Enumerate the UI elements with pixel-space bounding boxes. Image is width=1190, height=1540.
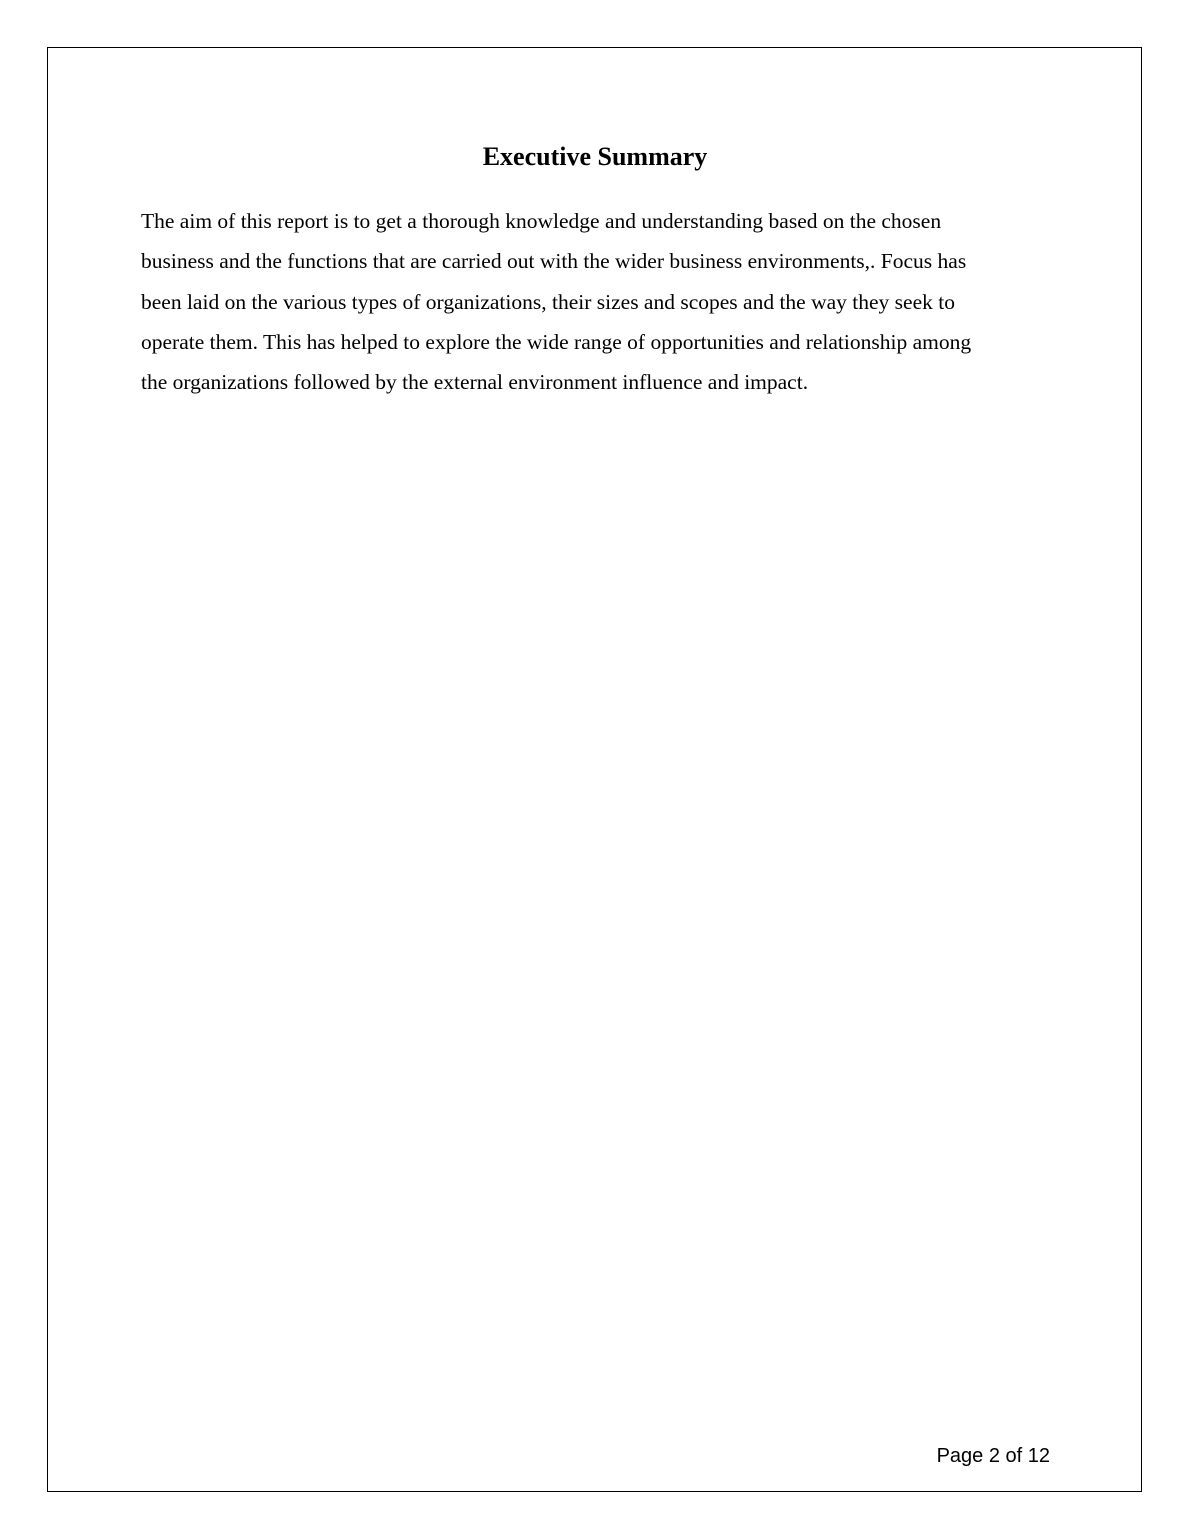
executive-summary-paragraph xyxy=(141,201,1053,402)
page-number-footer: Page 2 of 12 xyxy=(936,1445,1050,1467)
paragraph-line: operate them. This has helped to explore the wide range of opportunities and relationship among xyxy=(141,329,972,354)
paragraph-line: business and the functions that are carried out with the wider business environments,. Focus has xyxy=(141,249,967,274)
paragraph-line: The aim of this report is to get a thorough knowledge and understanding based on the chosen xyxy=(141,209,942,233)
paragraph-line: been laid on the various types of organizations, their sizes and scopes and the way they seek to xyxy=(141,289,955,314)
paragraph-line: the organizations followed by the external environment influence and impact. xyxy=(141,370,809,395)
page-title: Executive Summary xyxy=(482,142,708,171)
